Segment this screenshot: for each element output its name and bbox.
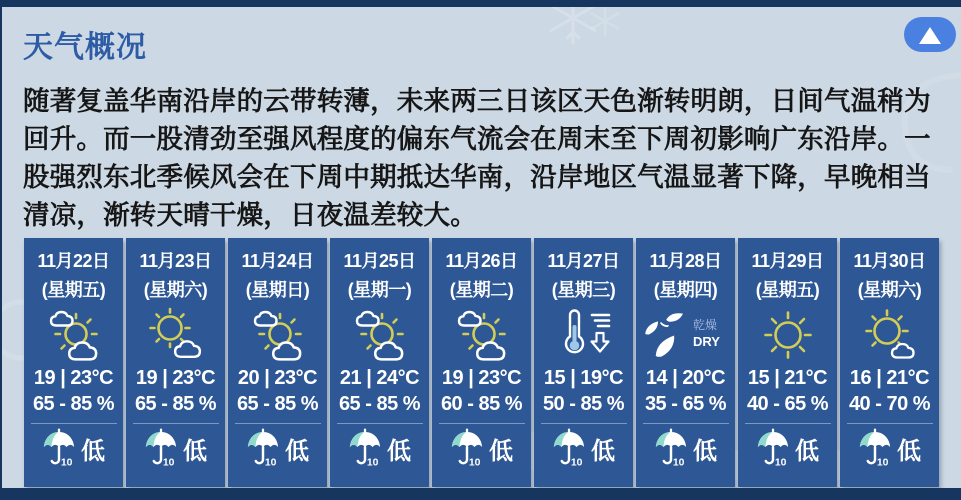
psr-label: 低 [285, 437, 309, 465]
forecast-weekday: (星期三) [551, 280, 616, 300]
psr-label: 低 [693, 437, 717, 465]
forecast-day-cell[interactable] [228, 238, 327, 487]
forecast-day-cell[interactable] [840, 238, 939, 487]
forecast-day-cell[interactable] [534, 238, 633, 487]
svg-text:10: 10 [774, 457, 787, 468]
forecast-date: 11月22日 [37, 251, 110, 271]
forecast-day-cell[interactable] [432, 238, 531, 487]
rain-probability [42, 428, 105, 468]
svg-text:乾燥: 乾燥 [692, 318, 717, 332]
psr-label: 低 [387, 437, 411, 465]
temperature-range: 15 | 21°C [747, 367, 828, 389]
forecast-weekday: (星期五) [755, 280, 820, 300]
humidity-range: 65 - 85 % [134, 393, 217, 415]
humidity-range: 50 - 85 % [542, 393, 625, 415]
svg-text:10: 10 [366, 457, 379, 468]
forecast-date: 11月30日 [853, 251, 926, 271]
forecast-weekday: (星期二) [449, 280, 514, 300]
sun-between-clouds-icon [450, 305, 514, 365]
forecast-date: 11月26日 [445, 251, 518, 271]
top-window-bar [0, 0, 961, 7]
umbrella-icon [144, 428, 178, 468]
cell-divider [745, 423, 831, 424]
svg-text:10: 10 [162, 457, 175, 468]
umbrella-icon [348, 428, 382, 468]
cell-divider [133, 423, 219, 424]
svg-text:10: 10 [672, 457, 685, 468]
forecast-date: 11月27日 [547, 251, 620, 271]
sunny-periods-icon [144, 305, 208, 365]
snowflake-icon [588, 4, 622, 38]
forecast-date: 11月25日 [343, 251, 416, 271]
humidity-range: 40 - 70 % [848, 393, 931, 415]
sun-between-clouds-icon [348, 305, 412, 365]
cell-divider [31, 423, 117, 424]
psr-label: 低 [591, 437, 615, 465]
humidity-range: 65 - 85 % [32, 393, 115, 415]
forecast-weekday: (星期六) [857, 280, 922, 300]
rain-probability [246, 428, 309, 468]
temperature-range: 20 | 23°C [237, 367, 318, 389]
bottom-window-bar [0, 488, 961, 500]
humidity-range: 35 - 65 % [644, 393, 727, 415]
svg-text:10: 10 [570, 457, 583, 468]
psr-label: 低 [795, 437, 819, 465]
cell-divider [847, 423, 933, 424]
temperature-range: 19 | 23°C [33, 367, 114, 389]
sunny-with-cloud-icon [858, 305, 922, 365]
left-window-edge [0, 0, 2, 500]
temperature-range: 21 | 24°C [339, 367, 420, 389]
svg-text:10: 10 [60, 457, 73, 468]
temperature-range: 19 | 23°C [441, 367, 522, 389]
psr-label: 低 [897, 437, 921, 465]
rain-probability [756, 428, 819, 468]
temperature-range: 19 | 23°C [135, 367, 216, 389]
rain-probability [144, 428, 207, 468]
sun-between-clouds-icon [246, 305, 310, 365]
rain-probability [348, 428, 411, 468]
cell-divider [439, 423, 525, 424]
cell-divider [337, 423, 423, 424]
umbrella-icon [450, 428, 484, 468]
up-triangle-icon [918, 25, 942, 45]
forecast-weekday: (星期四) [653, 280, 718, 300]
dry-weather-icon [641, 305, 731, 365]
page-title: 天气概况 [23, 31, 147, 64]
forecast-weekday: (星期五) [41, 280, 106, 300]
forecast-day-cell[interactable] [126, 238, 225, 487]
forecast-date: 11月23日 [139, 251, 212, 271]
sun-between-clouds-icon [42, 305, 106, 365]
nine-day-forecast [24, 238, 939, 487]
cell-divider [235, 423, 321, 424]
psr-label: 低 [489, 437, 513, 465]
rain-probability [552, 428, 615, 468]
umbrella-icon [42, 428, 76, 468]
temperature-drop-icon [552, 305, 616, 365]
weather-summary-text: 随著复盖华南沿岸的云带转薄，未来两三日该区天色渐转明朗，日间气温稍为回升。而一股清劲至强风程度的偏东气流会在周末至下周初影响广东沿岸。一股强烈东北季候风会在下周中期抵达华南，沿岸地区气温显著下降，早晚相当清凉，渐转天晴干燥，日夜温差较大。 [23, 86, 931, 230]
svg-text:10: 10 [876, 457, 889, 468]
rain-probability [450, 428, 513, 468]
svg-text:10: 10 [468, 457, 481, 468]
rain-probability [654, 428, 717, 468]
forecast-weekday: (星期日) [245, 280, 310, 300]
humidity-range: 65 - 85 % [338, 393, 421, 415]
temperature-range: 16 | 21°C [849, 367, 930, 389]
temperature-range: 15 | 19°C [543, 367, 624, 389]
cell-divider [541, 423, 627, 424]
rain-probability [858, 428, 921, 468]
sunny-icon [756, 305, 820, 365]
forecast-day-cell[interactable] [738, 238, 837, 487]
psr-label: 低 [183, 437, 207, 465]
umbrella-icon [246, 428, 280, 468]
humidity-range: 60 - 85 % [440, 393, 523, 415]
psr-label: 低 [81, 437, 105, 465]
forecast-day-cell[interactable] [24, 238, 123, 487]
svg-text:10: 10 [264, 457, 277, 468]
svg-text:DRY: DRY [692, 334, 720, 349]
scroll-to-top-button[interactable] [904, 17, 956, 52]
forecast-date: 11月28日 [649, 251, 722, 271]
umbrella-icon [756, 428, 790, 468]
forecast-day-cell[interactable] [330, 238, 429, 487]
forecast-date: 11月29日 [751, 251, 824, 271]
forecast-day-cell[interactable] [636, 238, 735, 487]
cell-divider [643, 423, 729, 424]
humidity-range: 40 - 65 % [746, 393, 829, 415]
forecast-weekday: (星期六) [143, 280, 208, 300]
umbrella-icon [858, 428, 892, 468]
umbrella-icon [654, 428, 688, 468]
umbrella-icon [552, 428, 586, 468]
forecast-weekday: (星期一) [347, 280, 412, 300]
humidity-range: 65 - 85 % [236, 393, 319, 415]
temperature-range: 14 | 20°C [645, 367, 726, 389]
forecast-date: 11月24日 [241, 251, 314, 271]
